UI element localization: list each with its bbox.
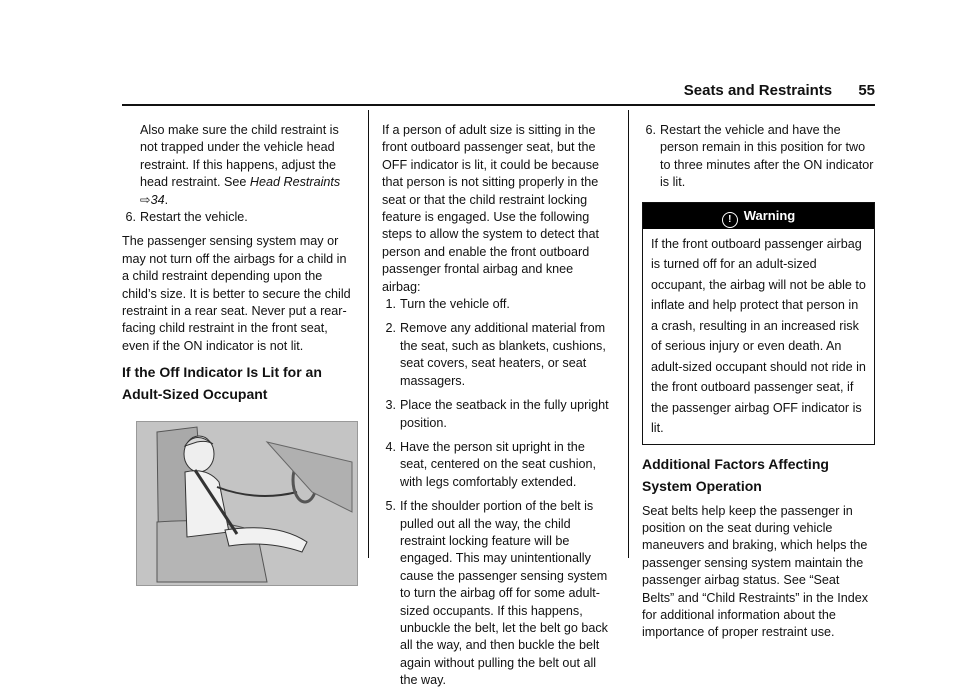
section-heading-additional-factors: Additional Factors Affecting System Operation xyxy=(642,455,829,494)
column-1 xyxy=(122,122,354,586)
step-1: 1. Turn the vehicle off. xyxy=(385,297,510,312)
step-6-restart: 6. Restart the vehicle. xyxy=(125,210,248,225)
column-divider-1 xyxy=(368,110,369,558)
step-4: 4. Have the person sit upright in the seat, centered on the seat cushion, with legs comfortably extended. xyxy=(385,439,597,489)
warning-title: Warning xyxy=(743,207,796,223)
adult-occupant-intro: If a person of adult size is sitting in the front outboard passenger seat, but the OFF indicator is lit, it could be because that person is not sitting properly in the seat or that the child restraint locking feature is engaged. Use the following steps to allow the system to detect that person and enable the front outboard passenger frontal airbag and knee airbag: xyxy=(382,123,600,294)
header-rule xyxy=(122,104,875,106)
step-6-restart-and-wait: 6. Restart the vehicle and have the person remain in this position for two to three minutes after the ON indicator is lit. xyxy=(645,123,874,190)
step-5: 5. If the shoulder portion of the belt is pulled out all the way, the child restraint locking feature will be engaged. This may unintentionally cause the passenger sensing system to turn the airbag off for some adult-sized occupants. If this happens, unbuckle the belt, let the belt go back all the way, and then buckle the belt again without pulling the belt out all the way. xyxy=(385,499,608,688)
column-divider-2 xyxy=(628,110,629,558)
head-restraints-link[interactable]: Head Restraints xyxy=(249,175,341,190)
child-restraint-paragraph: Also make sure the child restraint is not trapped under the vehicle head restraint. If this happens, adjust the head restraint. See Head Restraints ⇨34. xyxy=(140,123,341,207)
column-3 xyxy=(642,122,875,642)
warning-icon: ! xyxy=(722,212,738,228)
page-header xyxy=(684,82,875,99)
adult-occupant-illustration xyxy=(136,421,358,586)
occupant-seat-illustration-icon xyxy=(137,422,357,585)
column-2 xyxy=(382,122,614,690)
section-heading-off-indicator: If the Off Indicator Is Lit for an Adult-Sized Occupant xyxy=(122,364,322,403)
page-ref-arrow-icon: ⇨ xyxy=(140,192,151,207)
step-2: 2. Remove any additional material from the seat, such as blankets, cushions, seat covers, seat heaters, or seat massagers. xyxy=(385,321,606,388)
passenger-sensing-paragraph: The passenger sensing system may or may not turn off the airbags for a child in a child restraint depending upon the child’s size. It is better to secure the child restraint in a rear seat. Never put a rear-facing child restraint in the front seat, even if the ON indicator is not lit. xyxy=(122,234,351,353)
section-title: Seats and Restraints xyxy=(683,82,833,99)
step-3: 3. Place the seatback in the fully upright position. xyxy=(385,398,609,430)
warning-header xyxy=(643,203,874,229)
warning-box xyxy=(642,202,875,445)
warning-text: If the front outboard passenger airbag is turned off for an adult-sized occupant, the airbag will not be able to inflate and help protect that person in a crash, resulting in an increased risk of serious injury or even death. An adult-sized occupant should not ride in the front outboard passenger seat, if the passenger airbag OFF indicator is lit. xyxy=(651,236,866,436)
additional-factors-paragraph: Seat belts help keep the passenger in position on the seat during vehicle maneuvers and braking, which helps the passenger sensing system maintain the passenger airbag status. See “Seat Belts” and “Child Restraints” in the Index for additional information about the importance of proper restraint use. xyxy=(642,503,869,640)
page-number: 55 xyxy=(858,82,875,99)
